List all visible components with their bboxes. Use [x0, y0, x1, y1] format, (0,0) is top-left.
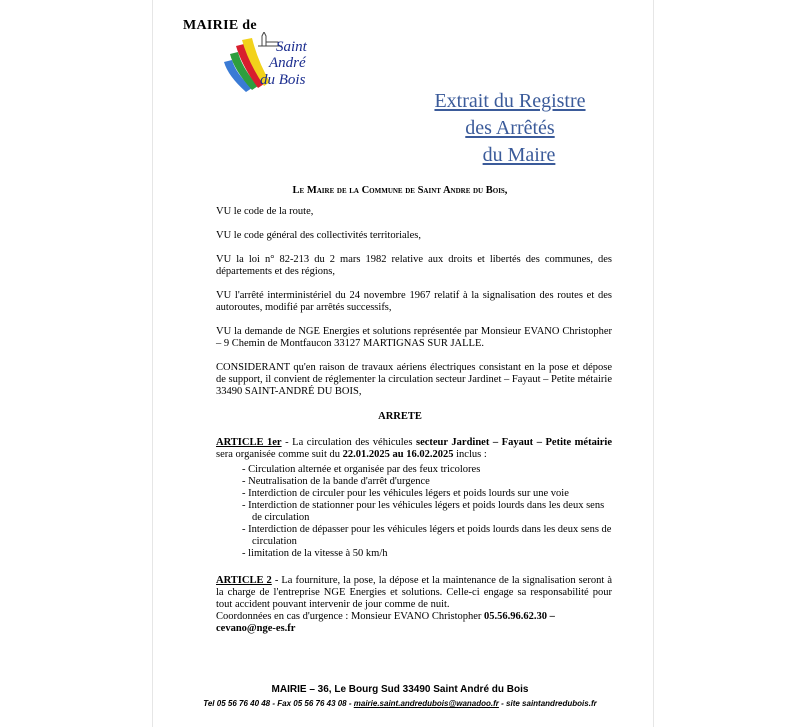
footer-contacts: Tel 05 56 76 40 48 - Fax 05 56 76 43 08 - mairie.saint.andredubois@wanadoo.fr - site saintandredubois.fr: [203, 699, 597, 708]
title-line-1: Extrait du Registre: [434, 90, 586, 112]
emergency-email[interactable]: cevano@nge-es.fr: [216, 623, 296, 634]
vu-loi-1982: VU la loi n° 82-213 du 2 mars 1982 relative aux droits et libertés des communes, des départements et des régions,: [216, 254, 612, 277]
title-line-3: du Maire: [482, 144, 556, 166]
footer-address: MAIRIE – 36, Le Bourg Sud 33490 Saint André du Bois: [271, 684, 529, 695]
mayor-heading: Le Maire de la Commune de Saint Andre du Bois,: [292, 185, 508, 196]
list-item: - Interdiction de circuler pour les véhicules légers et poids lourds sur une voie: [242, 488, 569, 499]
vu-arrete-1967: VU l'arrêté interministériel du 24 novembre 1967 relatif à la signalisation des routes et des autoroutes, modifié par arrêtés successifs,: [216, 290, 612, 313]
article-1-paragraph: ARTICLE 1er - La circulation des véhicules secteur Jardinet – Fayaut – Petite métairie sera organisée comme suit du 22.01.2025 au 16.02.2025 inclus :: [216, 437, 612, 460]
list-item: - limitation de la vitesse à 50 km/h: [242, 548, 388, 559]
vu-demande-nge: VU la demande de NGE Energies et solutions représentée par Monsieur EVANO Christopher – 9 Chemin de Montfaucon 33127 MARTIGNAS SUR JALLE.: [216, 326, 612, 349]
list-item: - Interdiction de dépasser pour les véhicules légers et poids lourds dans les deux sens de circulation: [242, 524, 612, 547]
title-line-2: des Arrêtés: [465, 117, 555, 139]
article-2-title: ARTICLE 2: [216, 575, 272, 586]
article-1-title: ARTICLE 1er: [216, 437, 282, 448]
document-title: [360, 88, 660, 169]
logo-text-du-bois: du Bois: [260, 72, 306, 88]
article-1-dates: 22.01.2025 au 16.02.2025: [342, 449, 454, 460]
article-1-measures-list: [242, 464, 612, 560]
logo-text-saint: Saint: [276, 39, 307, 55]
arrete-heading: ARRETE: [378, 411, 422, 422]
considerant-paragraph: CONSIDERANT qu'en raison de travaux aériens électriques consistant en la pose et dépose de support, il convient de réglementer la circulation secteur Jardinet – Fayaut – Petite métairie 33490 SAINT-ANDRÉ DU BOIS,: [216, 362, 612, 397]
article-2-paragraph: ARTICLE 2 - La fourniture, la pose, la dépose et la maintenance de la signalisation seront à la charge de l'entreprise NGE Energies et solutions. Celle-ci engage sa responsabilité pour tout accident pouvant intervenir de jour comme de nuit. Coordonnées en cas d'urgence : Monsieur EVANO Christopher 05.56.96.62.30 – cevano@nge-es.fr: [216, 575, 612, 634]
mairie-label: MAIRIE de: [183, 18, 257, 33]
footer-site-link[interactable]: saintandredubois.fr: [522, 699, 597, 708]
list-item: - Interdiction de stationner pour les véhicules légers et poids lourds dans les deux sens de circulation: [242, 500, 605, 523]
emergency-phone: 05.56.96.62.30 –: [484, 611, 555, 622]
logo-text-andre: André: [269, 55, 306, 71]
town-logo: [222, 32, 322, 102]
emergency-contact-label: Coordonnées en cas d'urgence : Monsieur EVANO Christopher: [216, 611, 485, 622]
vu-code-collectivites: VU le code général des collectivités territoriales,: [216, 230, 421, 241]
list-item: - Neutralisation de la bande d'arrêt d'urgence: [242, 476, 430, 487]
list-item: - Circulation alternée et organisée par des feux tricolores: [242, 464, 481, 475]
footer-email-link[interactable]: mairie.saint.andredubois@wanadoo.fr: [353, 699, 499, 708]
vu-code-route: VU le code de la route,: [216, 206, 314, 217]
article-1-sector: secteur Jardinet – Fayaut – Petite métairie: [415, 437, 612, 448]
